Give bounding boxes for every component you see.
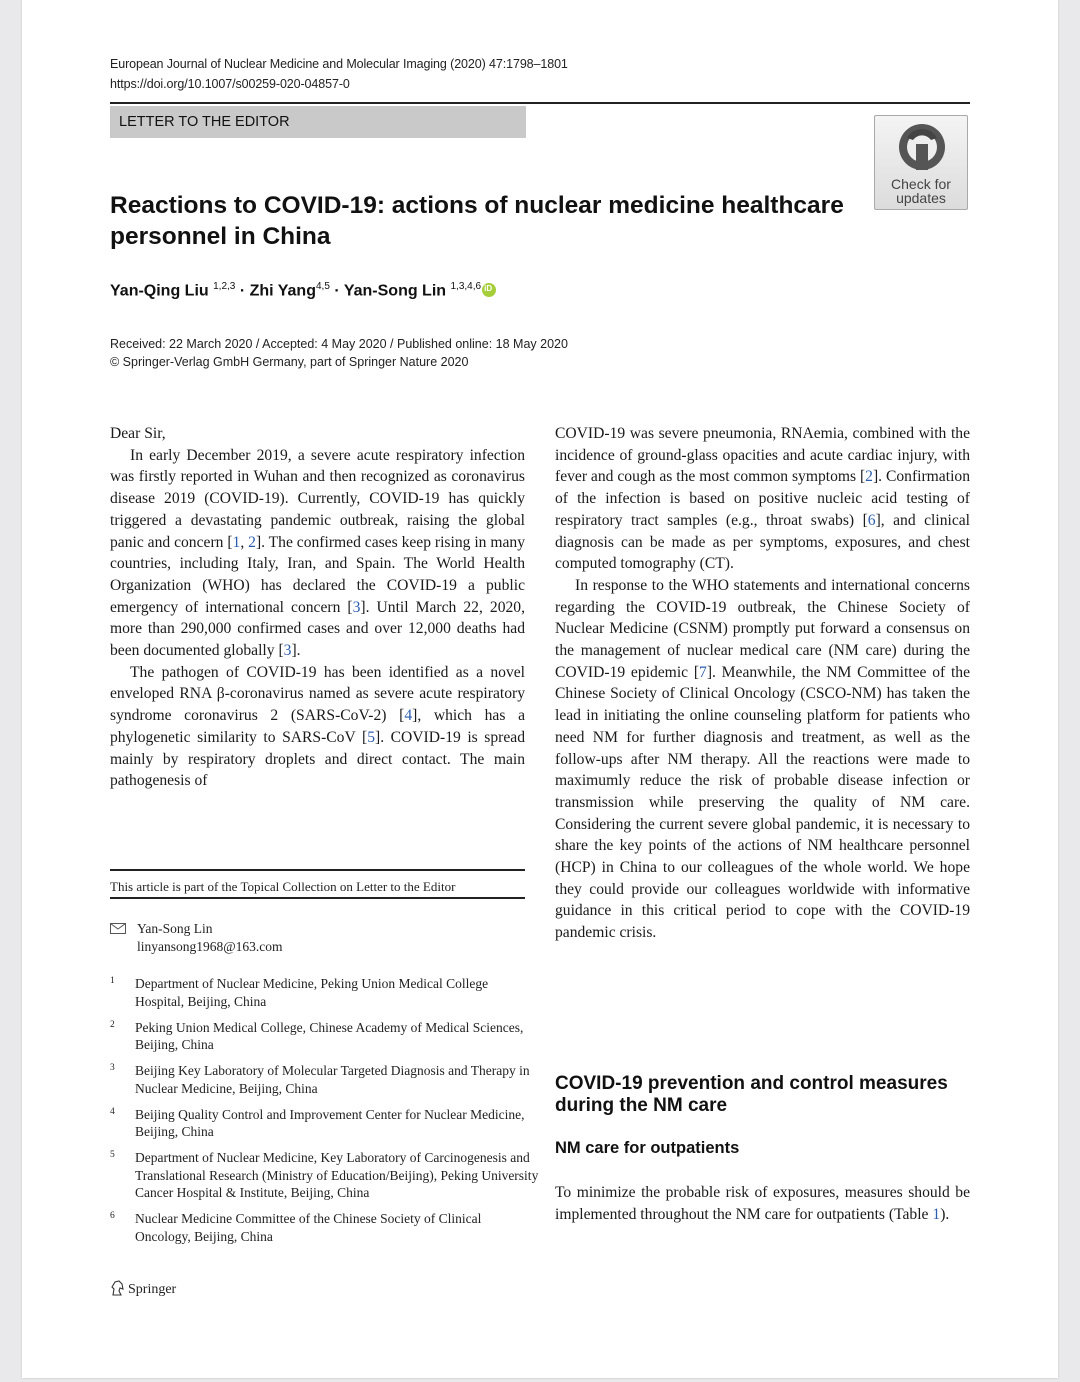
- copyright-line: © Springer-Verlag GmbH Germany, part of Springer Nature 2020: [110, 355, 469, 369]
- citation-link[interactable]: 3: [283, 642, 292, 660]
- text-run: ].: [291, 642, 301, 660]
- citation-link[interactable]: 5: [367, 728, 375, 746]
- text-run: In response to the WHO statements and international concerns regarding the COVID-19 outbreak, the Chinese Society of Nuclear Medicine (CSNM) promptly put forward a consensus on the management of nuclear medical care (NM care) during the COVID-19 epidemic [: [555, 576, 970, 681]
- affiliation-number: 1: [110, 976, 115, 986]
- orcid-icon[interactable]: [482, 283, 496, 297]
- body-paragraph: [110, 445, 525, 662]
- author-affil-sup: 1,3,4,6: [450, 281, 482, 292]
- text-run: The pathogen of COVID-19 has been identified as a novel enveloped RNA β-coronavirus named as severe acute respiratory syndrome coronavirus 2 (SARS-CoV-2) [: [110, 663, 525, 725]
- text-run: ]. COVID-19 is spread mainly by respiratory droplets and direct contact. The main pathogenesis of: [110, 728, 525, 790]
- article-type-banner: LETTER TO THE EDITOR: [110, 106, 526, 138]
- affiliation-text: Nuclear Medicine Committee of the Chinese Society of Clinical Oncology, Beijing, China: [135, 1211, 482, 1244]
- text-run: COVID-19 was severe pneumonia, RNAemia, combined with the incidence of ground-glass opacities and acute cardiac injury, with fever and cough as the most common symptoms [: [555, 425, 970, 486]
- text-run: ).: [940, 1205, 950, 1223]
- corresponding-email[interactable]: linyansong1968@163.com: [137, 939, 283, 954]
- affiliation-number: 2: [110, 1019, 115, 1030]
- body-column-right: [555, 423, 970, 944]
- check-for-updates-icon: [897, 122, 947, 172]
- check-updates-line1: Check for: [891, 176, 951, 192]
- affiliation-number: 6: [110, 1211, 115, 1221]
- text-run: ], and clinical diagnosis can be made as per symptoms, exposures, and chest computed tomography (CT).: [555, 511, 970, 573]
- topical-collection-note: This article is part of the Topical Collection on Letter to the Editor: [110, 879, 456, 894]
- affiliation-text: Peking Union Medical College, Chinese Academy of Medical Sciences, Beijing, China: [135, 1019, 524, 1052]
- author-name[interactable]: Zhi Yang: [249, 282, 316, 300]
- text-run: ]. Until March 22, 2020, more than 290,000 confirmed cases and over 12,000 deaths had been documented globally [: [110, 598, 525, 660]
- article-title: Reactions to COVID-19: actions of nuclear medicine healthcare personnel in China: [110, 192, 844, 250]
- text-run: ]. The confirmed cases keep rising in many countries, including Italy, Iran, and Spain. The World Health Organization (WHO) has declared the COVID-19 a public emergency of international concern [: [110, 533, 526, 616]
- journal-citation: European Journal of Nuclear Medicine and Molecular Imaging (2020) 47:1798–1801: [110, 57, 568, 71]
- corresponding-name: Yan-Song Lin: [137, 921, 213, 936]
- affiliation-text: Department of Nuclear Medicine, Key Laboratory of Carcinogenesis and Translational Research (Ministry of Education/Beijing), Peking University Cancer Hospital & Institute, Beijing, China: [135, 1150, 539, 1200]
- envelope-icon: [110, 923, 126, 934]
- affiliation-number: 5: [110, 1150, 115, 1160]
- author-affil-sup: 4,5: [315, 281, 330, 292]
- history-dates: Received: 22 March 2020 / Accepted: 4 May 2020 / Published online: 18 May 2020: [110, 337, 568, 351]
- body-paragraph: [110, 662, 525, 857]
- header-rule: [110, 102, 970, 104]
- footnote-rule-top: [110, 869, 525, 871]
- publisher-name: Springer: [128, 1282, 177, 1297]
- author-name[interactable]: Yan-Song Lin: [343, 282, 447, 300]
- publisher-logo: [110, 1280, 176, 1298]
- affiliation-list: [110, 975, 540, 1254]
- affiliation-item: [110, 1106, 540, 1141]
- body-column-left: [110, 423, 525, 857]
- citation-link[interactable]: 2: [248, 533, 256, 551]
- check-for-updates-button[interactable]: [874, 115, 968, 210]
- section-heading: COVID-19 prevention and control measures during the NM care: [555, 1073, 948, 1116]
- citation-link[interactable]: 7: [699, 663, 707, 681]
- affiliation-item: [110, 1062, 540, 1097]
- affiliation-item: [110, 1019, 540, 1054]
- check-updates-line2: updates: [896, 190, 946, 206]
- citation-link[interactable]: 4: [404, 707, 413, 725]
- text-run: ]. Meanwhile, the NM Committee of the Chinese Society of Clinical Oncology (CSCO-NM) has taken the lead in initiating the online counseling platform for patients who need NM for further diagnosis and treatment, as well as the follow-ups after NM therapy. All the reactions were made to maximumly reduce the risk of probable disease infection or transmission while preserving the quality of NM care. Considering the current severe global pandemic, it is necessary to share the key points of the actions of NM healthcare personnel (HCP) in China to our colleagues of the whole world. We hope they could provide our colleagues worldwide with informative guidance in this critical period to cope with the COVID-19 pandemic crisis.: [555, 663, 971, 942]
- paper-page: [22, 0, 1058, 1378]
- affiliation-text: Beijing Key Laboratory of Molecular Targeted Diagnosis and Therapy in Nuclear Medicine, Beijing, China: [135, 1063, 530, 1096]
- affiliation-number: 3: [110, 1063, 115, 1073]
- affiliation-text: Beijing Quality Control and Improvement Center for Nuclear Medicine, Beijing, China: [135, 1106, 525, 1139]
- text-run: ]. Confirmation of the infection is based on positive nucleic acid testing of respiratory tract samples (e.g., throat swabs) [: [555, 468, 970, 529]
- body-paragraph: [555, 1182, 970, 1225]
- table-link[interactable]: 1: [932, 1205, 941, 1223]
- affiliation-item: [110, 1210, 540, 1245]
- citation-link[interactable]: 3: [352, 598, 361, 616]
- citation-link[interactable]: 6: [867, 511, 876, 529]
- affiliation-number: 4: [110, 1106, 115, 1117]
- citation-link[interactable]: 1: [232, 533, 241, 551]
- subsection-heading: NM care for outpatients: [555, 1139, 740, 1157]
- text-run: In early December 2019, a severe acute respiratory infection was firstly reported in Wuhan and then recognized as coronavirus disease 2019 (COVID-19). Currently, COVID-19 has quickly triggered a devastating pandemic outbreak, raising the global panic and concern [: [110, 446, 525, 551]
- affiliation-text: Department of Nuclear Medicine, Peking Union Medical College Hospital, Beijing, China: [135, 976, 489, 1009]
- doi-link[interactable]: https://doi.org/10.1007/s00259-020-04857-0: [110, 77, 350, 91]
- publication-dates: [110, 335, 568, 371]
- author-affil-sup: 1,2,3: [213, 281, 236, 292]
- salutation: Dear Sir,: [110, 425, 166, 442]
- text-run: To minimize the probable risk of exposures, measures should be implemented throughout the NM care for outpatients (Table: [555, 1184, 970, 1223]
- text-run: ,: [240, 533, 249, 551]
- body-paragraph-continued: [555, 423, 970, 575]
- author-name[interactable]: Yan-Qing Liu: [110, 282, 209, 300]
- affiliation-item: [110, 975, 540, 1010]
- affiliation-item: [110, 1149, 540, 1202]
- citation-link[interactable]: 2: [865, 468, 873, 486]
- text-run: ], which has a phylogenetic similarity to SARS-CoV [: [110, 707, 525, 746]
- footnote-rule-bottom: [110, 897, 525, 899]
- body-paragraph: [555, 575, 970, 944]
- springer-horse-icon: [110, 1280, 125, 1296]
- author-list: Yan-Qing Liu $^{1,2,3}$ · Zhi Yang$^{4,5}$ · Yan-Song Lin $^{1,3,4,6}$iD: [110, 281, 496, 300]
